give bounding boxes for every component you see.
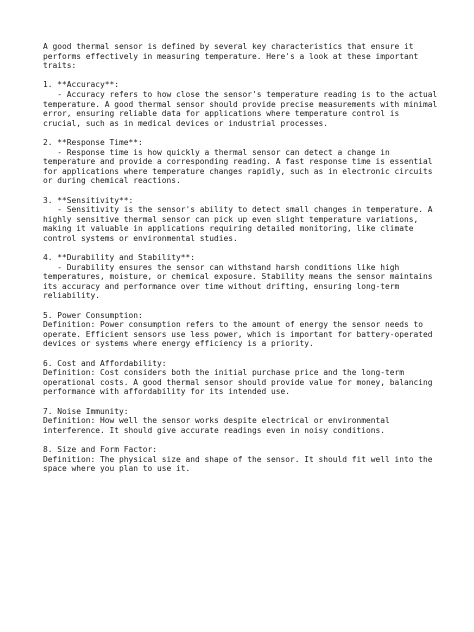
intro-line: traits: (43, 61, 77, 71)
section-line: performance with affordability for its intended use. (43, 387, 291, 397)
section-power-consumption (43, 311, 443, 349)
section-line: temperature. A good thermal sensor should provide precise measurements with minimal (43, 99, 438, 109)
section-heading: 6. Cost and Affordability: (43, 358, 167, 368)
section-heading: 7. Noise Immunity: (43, 406, 129, 416)
section-line: Definition: Cost considers both the initial purchase price and the long-term (43, 368, 405, 378)
section-line: its accuracy and performance over time without drifting, ensuring long-term (43, 281, 400, 291)
section-line: reliability. (43, 291, 101, 301)
section-line: - Accuracy refers to how close the sensor's temperature reading is to the actual (43, 89, 438, 99)
section-line: highly sensitive thermal sensor can pick up even slight temperature variations, (43, 214, 419, 224)
section-line: devices or systems where energy efficiency is a priority. (43, 339, 314, 349)
section-heading: 5. Power Consumption: (43, 310, 143, 320)
section-heading: 4. **Durability and Stability**: (43, 253, 196, 263)
intro-paragraph (43, 42, 443, 71)
section-line: control systems or environmental studies. (43, 233, 238, 243)
section-durability (43, 253, 443, 301)
section-line: or during chemical reactions. (43, 176, 181, 186)
section-size-form-factor (43, 445, 443, 474)
section-line: Definition: Power consumption refers to the amount of energy the sensor needs to (43, 320, 424, 330)
section-heading: 1. **Accuracy**: (43, 80, 120, 90)
section-cost (43, 359, 443, 397)
section-heading: 8. Size and Form Factor: (43, 444, 158, 454)
section-line: error, ensuring reliable data for applications where temperature control is (43, 109, 400, 119)
section-response-time (43, 138, 443, 186)
intro-line: A good thermal sensor is defined by several key characteristics that ensure it (43, 42, 414, 51)
section-line: - Durability ensures the sensor can withstand harsh conditions like high (43, 262, 400, 272)
section-sensitivity (43, 196, 443, 244)
section-line: - Sensitivity is the sensor's ability to detect small changes in temperature. A (43, 205, 433, 215)
section-line: interference. It should give accurate readings even in noisy conditions. (43, 425, 386, 435)
section-line: making it valuable in applications requiring detailed monitoring, like climate (43, 224, 414, 234)
section-line: space where you plan to use it. (43, 464, 191, 474)
section-line: operational costs. A good thermal sensor should provide value for money, balancing (43, 377, 433, 387)
section-heading: 2. **Response Time**: (43, 137, 143, 147)
section-line: crucial, such as in medical devices or industrial processes. (43, 118, 329, 128)
section-accuracy (43, 80, 443, 128)
document-page (43, 42, 443, 474)
section-line: temperature and provide a corresponding reading. A fast response time is essential (43, 157, 433, 167)
section-line: Definition: How well the sensor works despite electrical or environmental (43, 416, 390, 426)
section-line: Definition: The physical size and shape of the sensor. It should fit well into the (43, 454, 433, 464)
section-line: - Response time is how quickly a thermal sensor can detect a change in (43, 147, 390, 157)
section-line: operate. Efficient sensors use less power, which is important for battery-operated (43, 329, 433, 339)
intro-line: performs effectively in measuring temperature. Here's a look at these important (43, 51, 419, 61)
section-line: temperatures, moisture, or chemical exposure. Stability means the sensor maintains (43, 272, 433, 282)
section-noise-immunity (43, 407, 443, 436)
section-line: for applications where temperature changes rapidly, such as in electronic circuits (43, 166, 433, 176)
section-heading: 3. **Sensitivity**: (43, 195, 134, 205)
